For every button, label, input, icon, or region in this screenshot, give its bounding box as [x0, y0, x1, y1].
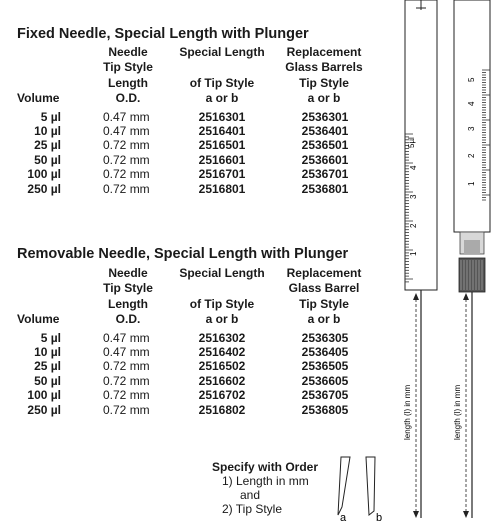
scale-num-4: 4 [467, 101, 476, 106]
volume-cell: 50 µl [34, 373, 61, 388]
scale-num-2: 2 [467, 153, 476, 158]
header-volume: Volume [17, 91, 60, 106]
removable-needle-syringe-drawing [444, 0, 500, 527]
special-length-cell: 2516701 [198, 167, 246, 182]
header-volume: Volume [17, 312, 60, 327]
order-line-2: and [240, 488, 261, 502]
scale-num-5: 5 [467, 77, 476, 82]
volume-cell: 50 µl [34, 152, 61, 167]
tip-style-a-icon [338, 457, 350, 515]
od-cell: 0.72 mm [103, 402, 150, 417]
volume-cell: 5 µl [40, 109, 61, 124]
scale-num-3: 3 [467, 126, 476, 131]
od-cell: 0.47 mm [103, 330, 150, 345]
header-replacement-line-2: Glass Barrel [288, 281, 360, 296]
length-label: length (l) in mm [453, 384, 462, 440]
replacement-barrel-cell: 2536705 [301, 388, 349, 403]
header-needle-line-2: Tip Style [103, 60, 153, 75]
header-special-line-3: of Tip Style [189, 75, 255, 90]
volume-cell: 10 µl [34, 124, 61, 138]
order-instructions [212, 460, 318, 516]
od-cell: 0.72 mm [103, 138, 150, 153]
header-needle-line-4: O.D. [115, 312, 141, 327]
volume-cell: 100 µl [27, 167, 61, 182]
header-needle-line-3: Length [108, 296, 148, 311]
header-special-line-4: a or b [205, 91, 239, 106]
replacement-barrel-cell: 2536305 [301, 330, 349, 345]
header-replacement-line-3: Tip Style [299, 75, 349, 90]
od-cell: 0.72 mm [103, 181, 150, 196]
special-length-cell: 2516801 [198, 181, 246, 196]
header-needle-line-3: Length [108, 75, 148, 90]
od-cell: 0.47 mm [103, 345, 150, 359]
order-line-3: 2) Tip Style [222, 502, 283, 516]
header-special-line-3: of Tip Style [189, 296, 255, 311]
replacement-barrel-cell: 2536301 [301, 109, 349, 124]
od-cell: 0.47 mm [103, 124, 150, 138]
special-length-cell: 2516401 [198, 124, 246, 138]
special-length-cell: 2516402 [198, 345, 246, 359]
knurled-nut-icon [459, 258, 485, 292]
header-needle-line-4: O.D. [115, 91, 141, 106]
volume-cell: 100 µl [27, 388, 61, 403]
removable-needle-title: Removable Needle, Special Length with Plunger [17, 246, 349, 262]
order-title: Specify with Order [212, 460, 319, 474]
tip-style-b-icon [366, 457, 375, 515]
volume-cell: 25 µl [34, 138, 61, 153]
fixed-needle-syringe-drawing [396, 0, 444, 527]
special-length-cell: 2516501 [198, 138, 246, 153]
header-special-line-1: Special Length [179, 266, 265, 280]
volume-cell: 5 µl [40, 330, 61, 345]
scale-num-4: 4 [409, 165, 418, 170]
length-label: length (l) in mm [403, 384, 412, 440]
replacement-barrel-cell: 2536605 [301, 373, 349, 388]
header-needle-line-1: Needle [108, 266, 148, 280]
replacement-barrel-cell: 2536805 [301, 402, 349, 417]
header-replacement-line-1: Replacement [286, 266, 362, 280]
volume-cell: 250 µl [27, 181, 61, 196]
special-length-cell: 2516502 [198, 359, 246, 374]
od-cell: 0.72 mm [103, 373, 150, 388]
special-length-cell: 2516601 [198, 152, 246, 167]
replacement-barrel-cell: 2536501 [301, 138, 349, 153]
volume-cell: 250 µl [27, 402, 61, 417]
special-length-cell: 2516702 [198, 388, 246, 403]
replacement-barrel-cell: 2536401 [301, 124, 349, 138]
replacement-barrel-cell: 2536601 [301, 152, 349, 167]
header-needle-line-2: Tip Style [103, 281, 153, 296]
od-cell: 0.47 mm [103, 109, 150, 124]
fixed-needle-title: Fixed Needle, Special Length with Plunger [17, 26, 309, 42]
od-cell: 0.72 mm [103, 167, 150, 182]
tip-style-b-label: b [376, 512, 383, 524]
replacement-barrel-cell: 2536801 [301, 181, 349, 196]
scale-unit-label: 5µl [407, 137, 416, 148]
special-length-cell: 2516302 [198, 330, 246, 345]
header-needle-line-1: Needle [108, 45, 148, 59]
header-replacement-line-4: a or b [307, 312, 341, 327]
order-line-1: 1) Length in mm [222, 474, 309, 488]
header-replacement-line-4: a or b [307, 91, 341, 106]
header-replacement-line-2: Glass Barrels [285, 60, 363, 75]
replacement-barrel-cell: 2536505 [301, 359, 349, 374]
replacement-barrel-cell: 2536701 [301, 167, 349, 182]
special-length-cell: 2516802 [198, 402, 246, 417]
header-replacement-line-1: Replacement [286, 45, 362, 59]
volume-cell: 25 µl [34, 359, 61, 374]
scale-num-1: 1 [409, 251, 418, 256]
scale-num-2: 2 [409, 223, 418, 228]
header-special-line-1: Special Length [179, 45, 265, 59]
tip-style-a-label: a [340, 512, 347, 524]
tip-style-icons [328, 455, 388, 525]
scale-num-3: 3 [409, 194, 418, 199]
header-special-line-4: a or b [205, 312, 239, 327]
volume-cell: 10 µl [34, 345, 61, 359]
od-cell: 0.72 mm [103, 152, 150, 167]
header-replacement-line-3: Tip Style [299, 296, 349, 311]
replacement-barrel-cell: 2536405 [301, 345, 349, 359]
od-cell: 0.72 mm [103, 388, 150, 403]
special-length-cell: 2516602 [198, 373, 246, 388]
scale-num-1: 1 [467, 181, 476, 186]
special-length-cell: 2516301 [198, 109, 246, 124]
od-cell: 0.72 mm [103, 359, 150, 374]
